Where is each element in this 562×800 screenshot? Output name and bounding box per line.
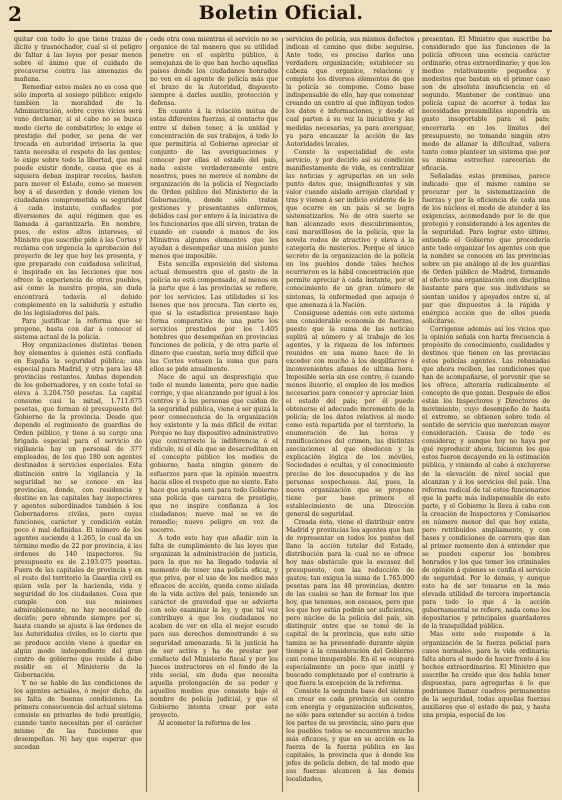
paragraph: Señaladas estas premisas, parece indicado que el mismo camino se procurar por la sistematización de fuerzas y por la eficiencia de cada una de los núcleos el modo de atender á las exigencias, acomodando por lo de que protegió y considerando á los agentes de la seguridad. Para lograr esto último, entiende el Gobierno que procedería ante todo organizar los agentes con que la nombre se conocen en las provincias sobre un pie análogo al de los guardias de Orden público de Madrid, formando al efecto una organización con disciplina bastante para que sus individuos se sientan unidos y apoyados entre sí, al par que dispuestos á la rápida y enérgica acción que de ellos pueda solicitarse.	[422, 172, 550, 325]
paragraph: quitar con todo lo que tiene trazas de ilícito y trasnochador, cual si el peligro de faltar á las leyes por pesar menos sobre el ánimo que el cuidado de precaverse contra las amenazas de mañana.	[14, 36, 142, 84]
paragraph: Consiste la segunda base del sistema en crear en cada provincia un centro con energía y organización suficientes, no sólo para extender su acción á todos los partes de su provincia, sino para que los pueblos todos se encuentren mucho más eficaces, y que en su acción es la fuerza de la fuerza pública en las capitales, la provincia que á donde los jefes de policía deben, de tal modo que sus fuerzas alcancen á las demás localidades,	[286, 687, 414, 784]
paragraph: Para justificar la reforma que se propone, basta con dar á conocer el sistema actual de la policía.	[14, 317, 142, 341]
masthead	[0, 0, 562, 28]
text-column-2	[150, 36, 278, 794]
paragraph: Mas este solo responde á la organización de la fuerza policial para casos normales, para la vida ordinaria; falta ahora el modo de hacer frente á los hechos extraordinarios. El Ministro que suscribe ha creído que dos habla tener dispuestas, para agregarlas á lo que podríamos llamar cuadros permanentes de la seguridad, todas aquellas fuerzas auxiliares que el estado de paz, y hasta una propia, especial de los	[422, 631, 550, 719]
column-divider	[418, 38, 419, 792]
paragraph: Al acometer la reforma de los	[158, 719, 251, 727]
page-number: 2	[8, 2, 22, 26]
paragraph: Conste la especialidad de este servicio, y por decirlo así su condición manifiestamente de vida, es centralizar las noticias y agruparlas en un solo punto datos que, insignificantes y sin valor cuando aislado arrojan claridad y tras y vienen á ser indicio evidente de lo que ocurre en un país si se logra sistematizarlos. No de otra suerte se han alcanzado esos descubrimientos, casi maravillosos de la policía, que la novela rodea de atractivo y eleva á la categoría de misterios. Porque el único secreto de la organización de la policía en los pueblos donde tales hechos ocurrieron es la hábil concentración que permite apreciar á cada instante, por el conocimiento de un gran número de síntomas, la enfermedad que aqueja ó que amenaza á la Nación.	[286, 148, 414, 309]
paragraph: Nace de aquí un desprestigio que todo el mundo lamenta, pero que nadie corrige, y que alcanzando por igual á los centros y á las personas que cuidan de la seguridad pública, viene á ser quizá la peor consecuencia de la organización hoy existente y la más difícil de evitar. Porque no hay dispositivo administrativo que contrarreste la indiferencia ó el ridículo, ni el día que se desacreditan en el concepto público los medios de gobierno, hasta ningún género de esfuerzos para que la opinión muestra hacia ellos el respeto que no siente. Esto hace que ayuda será para todo Gobierno una policía que carezca de prestigio, que no inspire confianza á los ciudadanos; nueve mal se ve de remedio; nuevo peligro en vez de socorro.	[150, 373, 278, 534]
paragraph: Esta sencilla exposición del sistema actual demuestra que el gasto de la policía no está compensado, al menos en la parte que á las provincias se refiere, por los servicios. Las utilidades si los bienes que nos procura. Tan cierto es, que si la estadística presentase bajo forma comparativa de una parte los servicios prestados por los 1.405 hombres que desempeñan en provincias funciones de policía, y de otra parte el dinero que cuestan, sería muy difícil que las Cortes votasen la suma que para ellos se pide anualmente.	[150, 261, 278, 373]
paragraph: Remediar estos males no es cosa que sólo importa al sosiego público: exígelo también la moralidad de la Administración, sobre cuyos vicios será vano declamar, si al cabo no se busca modo cierto de combatirlos; lo exige el prestigio del poder, so pena de ver trocada en autoridad irrisoria la que tanta necesita el respeto de las gentes; lo exige sobre todo la libertad, que mal puede existir donde, causa que es á siquiera deban inspirar recelos, basten para mover el Estado, como se mueven hoy á el desorden y donde vienen los ciudadanos comprometida su seguridad á cada instante, confiados por diversiones de aquí régimen que es llamada á garantizarla. En nombre, pues, de estos altos intereses, el Ministro que suscribe pide á las Cortes y reclama con urgencia la aprobación del proyecto de ley que hoy les presenta, y que preparado con cuidadosa solicitud, é inspirado en las lecciones que nos ofrece la experiencia de otros pueblos, así como la nuestra propia, sin duda encontrará todavía el debido complemento en la sabiduría y estudio de los legisladores del país.	[14, 84, 142, 317]
paragraph: presentan. El Ministro que suscribe ha considerado que las funciones de la policía ofrecen una ecencia carácter ordinario, otras extraordinario; y que los medios relativamente pequeños y modestos que bastan en el primer caso son de absoluta insuficiencia en el segundo. Mantener de continuo una policía capaz de acorrer á todas las necesidades presumibles supondría un gasto insoportable para el país; encerrarla en los límites del presupuesto, no tomando ningún otro modo de allanar la dificultad, valiera tanto como planteer un sistema que por su misma estrechez carecerían de eficacia.	[422, 36, 550, 172]
article-columns	[14, 36, 554, 794]
paragraph: cede otra cosa mientras el servicio no se organice de tal manera que su utilidad penetre en el espíritu público, á semejanza de lo que han hecho aquellas países donde los ciudadanos honrados no ven en el agente de policía más que el brazo de la Autoridad, dispuesto siempre á darles auxilio, protección y defensa.	[150, 36, 278, 108]
paragraph: Hoy organizaciones distintas tienen hoy elementos á quienes está confiada en España la seguridad pública; una especial para Madrid, y otra para las 48 provincias restantes. Ambas dependen de los gobernadores, y en coste total se eleva á 3.204.750 pesetas. La capital consume casi la mitad, 1.711.675 pesetas, que forman el presupuesto del Gobierno de la provincia. Desde que depende el regimiento de guardias de Orden público, y tiene á su cargo una brigada especial para el servicio de vigilancia hay un personal de 377 empleados, de los que 180 son agentes destinados á servicios especiales. Esta distinción entre la vigilancia y la seguridad no se conoce en las provincias, donde, con residencia y destino en las capitales hay inspectores y agentes subordinados también á los Gobernadores civiles, pero cuyas funciones, carácter y condición están poco ó mal definidas. El número de los agentes asciende á 1.265, lo cual da un término medio de 22 por provincia, á las órdenes de 140 inspectores. Su presupuesto es de 2.193.075 pesetas. Fuera de las capitales de provincia y en el resto del territorio la Guardia civil es quien vela por la hacienda, vida y seguridad de los ciudadanos. Cosa que cumple con sus misiones admirablemente, no hay necesidad de decirlo; pero obrando siempre por sí, hasta cuando se ajusta á las órdenes de las Autoridades civiles, es lo cierto que se produce acción viene á quedar en algún modo independiente del gran centro de gobierno que reside á debe residir en el Ministerio de la Gobernación.	[14, 341, 142, 679]
publication-title: Boletin Oficial.	[198, 2, 364, 24]
text-column-4	[422, 36, 550, 794]
text-column-1	[14, 36, 142, 794]
paragraph: Y no se hable de las condiciones de los agentes actuales, ó mejor dicho, de su falta de buenas condiciones. La primera consecuencia del actual sistema consiste en privarles de todo prestigio, cuando tanto necesitan por el carácter mismo de las funciones que desempeñan. Ni hay que esperar que sucedan	[14, 679, 142, 752]
paragraph: Creada ésta, viene el distribuir entre Madrid y provincias los agentes que han de representar en todos los puntos del llano la acción tutelar del Estado, distribución para la cual no se ofrece hoy más obstáculo que la escasez del presupuesto, con las reducción de gastos; tan exigua la suma de 1.765.000 pesetas para las 48 provincias, dentro de las cuales se han de formar los que hoy, que tenemos, son escasos, pero que los que hoy están podrán ser suficientes, pero núcleo de la policía del país, sin distinguir entre que se tomó de la capital de la provincia, que este sitio tamiza se ha presentado durante algún tiempo á la consideración del Gobierno casi como insuperable. En él se ocupará especialmente un poco que inútil y buscado completando por el contrario á que fuera la excepción de la reforma.	[286, 518, 414, 687]
header-rule	[14, 30, 552, 32]
column-divider	[146, 38, 147, 792]
paragraph: servicios de policía, sus mismos defectos indican el camino que debe seguirse. Ante todo, es preciso darles una verdadera organización; establecer su cabeza que organice, relacione y complete los diversos elementos de que la policía se compone. Como base indispensable de ello, hay que comenzar creando un centro al que inflúyan todos los datos é informaciones, y desde el cual parten á su vez la iniciativa y las medidas necesarias, ya para averiguar, ya para encauzar la acción de las Autoridades locales.	[286, 36, 414, 148]
column-divider	[282, 38, 283, 792]
paragraph: En cuanto á la relación mútua de estas diferentes fuerzas, al contacto que entre sí deben tener, á la unidad y concentración de sus trabajos, á todo lo que permitiría al Gobierno apreciar el conjunto de las averiguaciones y conocer por ellas el estado del país, nada existe verdaderamente entre nosotros, pues no merece el nombre de organización de la policía el Negociado de Orden público del Ministerio de la Gobernación, donde sólo tratan gestiones y presentantes enfermos, debidos casi por entero á la iniciativa de los funcionarios que allí sirven, tratan de cuando en cuando á manos de los Ministros algunos elementos que les ayudan á desempeñar una misión punto menos que imposible.	[150, 108, 278, 261]
paragraph: Consiguese además con este sistema una considerable economía de fuerzas, puesto que la suma de las noticias suplirá al número y al trabajo de los agentes, y la riqueza de los informes reunidos en una mano hace de lo exceder con mucho á los despilfarros é inconvenientes afanes de ultima hora. Imposible sería sin ese centro, ó cuando menos ilusorio, el empleo de los medios necesarios para conocer y apreciar bien el estado del país; por él puede obtenerse el adecuado incremento de la policía; de los datos relativos al modo como está repartida por el territorio, la enumeración de las horas y ramificaciones del crimen, las distintas asociaciones al que obedecen y la explicación lógica de los móviles, Sociedades e ocultas, y el conocimiento preciso de los desocupados y de las personas sospechosas. Así, pues, la nueva organización que se propone tiene por base primera el establecimiento de una Dirección general de seguridad.	[286, 309, 414, 518]
paragraph: Corrigense además así los vicios que la opinión señala con harta frecuencia á propósito de conocimiento, cualidades y destinos que tienen en las provincias estos policías agentes. Las rebanadas que ahora reciben, las condiciones que han de acompañarse, el porvenir que se les ofrece, alteraría radicalmente el concepto de que gozan. Después de ellos están los Inspectores y Directores de movimiento, cuyo desempeño de hasta el extremo, se obtienen sobre todo el sentido de servicio que merezcan mayor consideración. Causa de todo es considerar, y aunque hoy no haya por qué reproducir ahora, hicieron los que estos fueron decayendo en la estimación pública, y viniendo al cabo á excluyerse de la elevación de nivel social que alcanzan y á los servicios del país. Una reforma radical de tal estos funcionarios que la parte más indispensable de esto parte, y el Gobierno la lleva á cabo con la creación de Inspectores y Comisarios en número menor del que hoy existe, pero retribuidos ampliamente, y con bases y condiciones de carrera que dan al primer momento den á entender que se pueden esperar los hombres honrados y los que temer los criminales de opinión á quienes se confía el servicio de seguridad. Por lo demás, y aunque esto ha de ser tomarse en la más elevada utilidad de tercera importancia para todo lo que á la acción gubernamental se refiere, nada como los depositarios y principales guardadores de la tranquilidad pública.	[422, 325, 550, 631]
text-column-3	[286, 36, 414, 794]
paragraph: A todo esto hay que añadir aún la falta de cumplimiento de las leyes que organizan la administración de justicia, para la que no ha llegado todavía el momento de tener una policía eficaz, y que priva, por el uso de los medios más eficaces de acción, queda como aislada de la vida activa del país, teniendo un carácter de gravedad que se advierte con solo examinar la ley, y que tal vez contribuye á que los ciudadanos no acaben de ver en ella el mejor escudo para sus derechos demostrando á su seguridad amenazada. Si la justicia ha de ser activa y ha de prestar por conducto del Ministerio fiscal y por los Jueces instructores en el fondo de la vida social, sin duda que necesita aquella prolongación de su poder y aquellos medios que consiste bajo el nombre de policía judicial, y que el Gobierno intenta crear por este proyecto.	[150, 534, 278, 719]
